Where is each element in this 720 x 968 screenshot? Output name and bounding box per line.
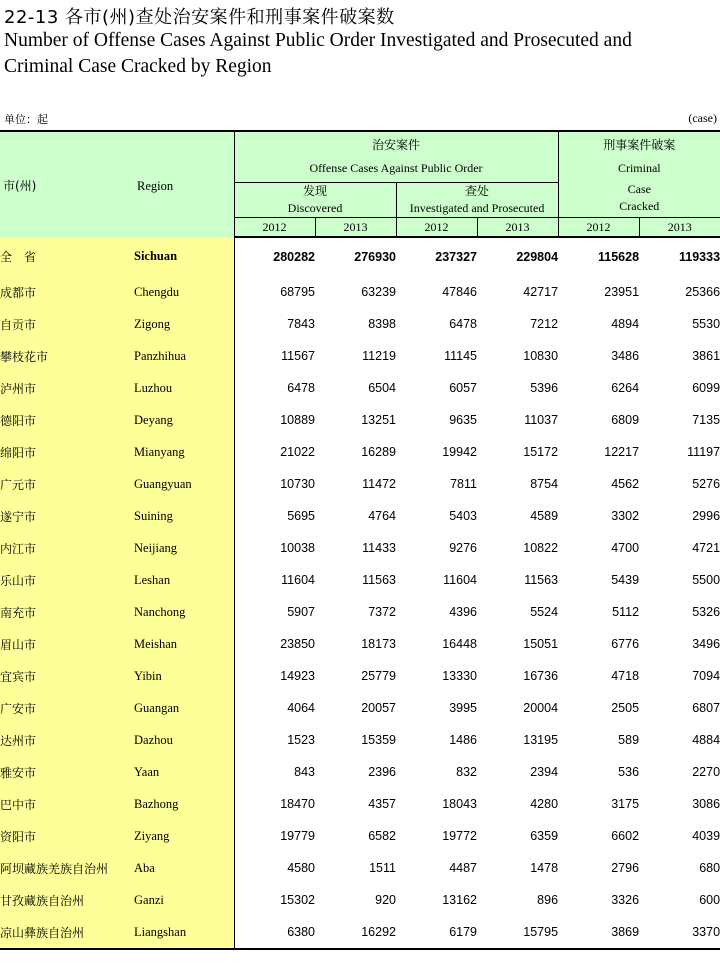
value-cell: 15051 bbox=[523, 637, 559, 651]
table-row bbox=[0, 404, 720, 436]
region-name-en: Guangan bbox=[134, 692, 234, 724]
region-name-en: Mianyang bbox=[134, 436, 234, 468]
value-cell: 4721 bbox=[692, 541, 720, 555]
value-cell: 9276 bbox=[449, 541, 477, 555]
value-cell: 15302 bbox=[280, 893, 315, 907]
value-cell: 18470 bbox=[280, 797, 315, 811]
header-region-en: Region bbox=[137, 178, 174, 193]
value-cell: 11604 bbox=[281, 573, 315, 587]
value-cell: 23850 bbox=[280, 637, 315, 651]
unit-label-english: (case) bbox=[688, 111, 717, 125]
region-name-en: Nanchong bbox=[134, 596, 234, 628]
header-year: 2013 bbox=[477, 218, 558, 238]
value-cell: 6602 bbox=[611, 829, 640, 843]
value-cell: 11567 bbox=[281, 349, 315, 363]
table-row bbox=[0, 788, 720, 820]
value-cell: 11219 bbox=[362, 349, 396, 363]
value-cell: 11145 bbox=[444, 349, 477, 363]
header-discovered-en: Discovered bbox=[287, 201, 343, 215]
value-cell: 536 bbox=[618, 765, 640, 779]
value-cell: 42717 bbox=[523, 285, 559, 299]
statistics-table bbox=[0, 130, 720, 950]
table-row bbox=[0, 500, 720, 532]
value-cell: 25366 bbox=[685, 285, 720, 299]
table-row bbox=[0, 564, 720, 596]
value-cell: 8398 bbox=[368, 317, 396, 331]
value-cell: 6380 bbox=[234, 916, 315, 949]
value-cell: 3086 bbox=[692, 797, 720, 811]
region-name-cn: 眉山市 bbox=[0, 628, 134, 660]
value-cell: 63239 bbox=[361, 285, 396, 299]
value-cell: 25779 bbox=[361, 669, 396, 683]
value-cell: 11604 bbox=[443, 573, 477, 587]
header-investigated-en: Investigated and Prosecuted bbox=[409, 201, 545, 215]
region-name-en: Ziyang bbox=[134, 820, 234, 852]
value-cell: 11472 bbox=[362, 477, 396, 491]
table-row bbox=[0, 468, 720, 500]
value-cell: 3486 bbox=[611, 349, 640, 363]
value-cell: 4718 bbox=[611, 669, 640, 683]
table-row-total bbox=[0, 237, 720, 276]
value-cell: 16289 bbox=[361, 445, 396, 459]
value-cell: 23951 bbox=[604, 285, 640, 299]
value-cell: 5403 bbox=[449, 509, 477, 523]
value-cell: 115628 bbox=[598, 250, 640, 264]
value-cell: 10830 bbox=[523, 349, 559, 363]
header-criminal-en3: Cracked bbox=[619, 199, 660, 213]
value-cell: 4764 bbox=[368, 509, 396, 523]
value-cell: 4700 bbox=[611, 541, 640, 555]
region-name-en: Yibin bbox=[134, 660, 234, 692]
value-cell: 4487 bbox=[449, 861, 477, 875]
value-cell: 11037 bbox=[524, 413, 559, 427]
table-row bbox=[0, 596, 720, 628]
header-year: 2013 bbox=[639, 218, 720, 238]
value-cell: 13195 bbox=[523, 733, 559, 747]
value-cell: 10730 bbox=[280, 477, 315, 491]
region-name-cn: 乐山市 bbox=[0, 564, 134, 596]
value-cell: 3370 bbox=[639, 916, 720, 949]
region-name-cn: 资阳市 bbox=[0, 820, 134, 852]
value-cell: 6099 bbox=[692, 381, 720, 395]
value-cell: 3302 bbox=[611, 509, 640, 523]
region-name-en: Liangshan bbox=[134, 916, 234, 949]
value-cell: 11197 bbox=[687, 445, 720, 459]
value-cell: 276930 bbox=[354, 250, 396, 264]
value-cell: 19779 bbox=[280, 829, 315, 843]
table-row bbox=[0, 308, 720, 340]
value-cell: 15795 bbox=[477, 916, 558, 949]
value-cell: 7372 bbox=[368, 605, 396, 619]
value-cell: 5439 bbox=[611, 573, 640, 587]
value-cell: 5500 bbox=[692, 573, 720, 587]
header-criminal-en2: Case bbox=[627, 182, 651, 196]
value-cell: 119333 bbox=[679, 250, 720, 264]
region-name-cn: 阿坝藏族羌族自治州 bbox=[0, 852, 134, 884]
region-name-en: Meishan bbox=[134, 628, 234, 660]
value-cell: 2796 bbox=[611, 861, 640, 875]
table-row bbox=[0, 276, 720, 308]
value-cell: 1511 bbox=[369, 861, 396, 875]
value-cell: 11563 bbox=[524, 573, 559, 587]
region-name-en: Chengdu bbox=[134, 276, 234, 308]
value-cell: 1486 bbox=[449, 733, 477, 747]
region-name-en: Leshan bbox=[134, 564, 234, 596]
table-row bbox=[0, 628, 720, 660]
table-row bbox=[0, 340, 720, 372]
region-name-cn: 内江市 bbox=[0, 532, 134, 564]
value-cell: 5530 bbox=[692, 317, 720, 331]
value-cell: 680 bbox=[699, 861, 720, 875]
region-name-en: Dazhou bbox=[134, 724, 234, 756]
header-investigated-cn: 查处 bbox=[465, 184, 490, 198]
value-cell: 6057 bbox=[449, 381, 477, 395]
value-cell: 4357 bbox=[368, 797, 396, 811]
region-name-en: Deyang bbox=[134, 404, 234, 436]
value-cell: 10038 bbox=[280, 541, 315, 555]
region-name-cn: 绵阳市 bbox=[0, 436, 134, 468]
region-name-cn: 德阳市 bbox=[0, 404, 134, 436]
value-cell: 6776 bbox=[611, 637, 640, 651]
value-cell: 589 bbox=[618, 733, 640, 747]
value-cell: 6478 bbox=[287, 381, 315, 395]
table-header bbox=[0, 131, 720, 237]
value-cell: 5695 bbox=[287, 509, 315, 523]
region-name-en: Luzhou bbox=[134, 372, 234, 404]
value-cell: 7811 bbox=[450, 477, 477, 491]
table-row bbox=[0, 852, 720, 884]
region-name-cn: 雅安市 bbox=[0, 756, 134, 788]
value-cell: 16736 bbox=[523, 669, 559, 683]
value-cell: 7843 bbox=[287, 317, 315, 331]
table-body bbox=[0, 237, 720, 949]
value-cell: 4589 bbox=[530, 509, 559, 523]
region-name-cn: 泸州市 bbox=[0, 372, 134, 404]
value-cell: 896 bbox=[537, 893, 559, 907]
value-cell: 7135 bbox=[692, 413, 720, 427]
table-title-english-line2: Criminal Case Cracked by Region bbox=[4, 56, 272, 77]
region-name-cn: 凉山彝族自治州 bbox=[0, 916, 134, 949]
value-cell: 6478 bbox=[449, 317, 477, 331]
region-name-cn: 全 省 bbox=[0, 237, 134, 276]
header-city-cn: 市(州) bbox=[3, 179, 37, 193]
value-cell: 2505 bbox=[611, 701, 640, 715]
table-row bbox=[0, 532, 720, 564]
region-name-cn: 自贡市 bbox=[0, 308, 134, 340]
header-criminal-group bbox=[558, 131, 720, 218]
value-cell: 18173 bbox=[361, 637, 396, 651]
region-name-cn: 成都市 bbox=[0, 276, 134, 308]
value-cell: 15359 bbox=[361, 733, 396, 747]
value-cell: 68795 bbox=[280, 285, 315, 299]
value-cell: 7212 bbox=[530, 317, 559, 331]
table-title-chinese: 22-13 各市(州)查处治安案件和刑事案件破案数 bbox=[4, 7, 395, 28]
table-row bbox=[0, 724, 720, 756]
value-cell: 4894 bbox=[611, 317, 640, 331]
value-cell: 13162 bbox=[442, 893, 477, 907]
value-cell: 18043 bbox=[442, 797, 477, 811]
value-cell: 6359 bbox=[530, 829, 559, 843]
region-name-en: Bazhong bbox=[134, 788, 234, 820]
header-region-cell bbox=[134, 131, 234, 237]
value-cell: 1478 bbox=[530, 861, 559, 875]
table-row bbox=[0, 436, 720, 468]
value-cell: 2270 bbox=[692, 765, 720, 779]
region-name-en: Zigong bbox=[134, 308, 234, 340]
table-row bbox=[0, 916, 720, 949]
region-name-cn: 宜宾市 bbox=[0, 660, 134, 692]
region-name-cn: 遂宁市 bbox=[0, 500, 134, 532]
header-year: 2012 bbox=[234, 218, 315, 238]
region-name-en: Sichuan bbox=[134, 237, 234, 276]
region-name-en: Yaan bbox=[134, 756, 234, 788]
value-cell: 14923 bbox=[280, 669, 315, 683]
region-name-cn: 巴中市 bbox=[0, 788, 134, 820]
value-cell: 920 bbox=[375, 893, 396, 907]
region-name-cn: 广元市 bbox=[0, 468, 134, 500]
value-cell: 4039 bbox=[692, 829, 720, 843]
value-cell: 843 bbox=[294, 765, 315, 779]
value-cell: 832 bbox=[456, 765, 477, 779]
table-row bbox=[0, 884, 720, 916]
value-cell: 11563 bbox=[362, 573, 396, 587]
header-year: 2013 bbox=[315, 218, 396, 238]
value-cell: 229804 bbox=[516, 250, 559, 264]
value-cell: 1523 bbox=[287, 733, 315, 747]
header-criminal-cn: 刑事案件破案 bbox=[603, 138, 676, 152]
value-cell: 6179 bbox=[396, 916, 477, 949]
value-cell: 5396 bbox=[530, 381, 559, 395]
header-public-order-group bbox=[234, 131, 558, 183]
value-cell: 4280 bbox=[530, 797, 559, 811]
header-discovered-group bbox=[234, 183, 396, 218]
value-cell: 3869 bbox=[558, 916, 639, 949]
value-cell: 4396 bbox=[449, 605, 477, 619]
value-cell: 11433 bbox=[362, 541, 396, 555]
value-cell: 6807 bbox=[692, 701, 720, 715]
value-cell: 600 bbox=[699, 893, 720, 907]
region-name-cn: 达州市 bbox=[0, 724, 134, 756]
value-cell: 4884 bbox=[692, 733, 720, 747]
value-cell: 12217 bbox=[604, 445, 640, 459]
region-name-cn: 南充市 bbox=[0, 596, 134, 628]
header-year: 2012 bbox=[558, 218, 639, 238]
value-cell: 237327 bbox=[435, 250, 477, 264]
value-cell: 280282 bbox=[273, 250, 315, 264]
table-row bbox=[0, 756, 720, 788]
value-cell: 3995 bbox=[449, 701, 477, 715]
value-cell: 2996 bbox=[692, 509, 720, 523]
value-cell: 13330 bbox=[442, 669, 477, 683]
value-cell: 5276 bbox=[692, 477, 720, 491]
value-cell: 10822 bbox=[523, 541, 559, 555]
header-investigated-group bbox=[396, 183, 558, 218]
region-name-cn: 攀枝花市 bbox=[0, 340, 134, 372]
value-cell: 4064 bbox=[287, 701, 315, 715]
value-cell: 19942 bbox=[442, 445, 477, 459]
value-cell: 6582 bbox=[368, 829, 396, 843]
value-cell: 3175 bbox=[611, 797, 640, 811]
region-name-en: Guangyuan bbox=[134, 468, 234, 500]
region-name-en: Aba bbox=[134, 852, 234, 884]
value-cell: 6504 bbox=[368, 381, 396, 395]
region-name-cn: 广安市 bbox=[0, 692, 134, 724]
region-name-en: Panzhihua bbox=[134, 340, 234, 372]
value-cell: 5907 bbox=[287, 605, 315, 619]
value-cell: 10889 bbox=[280, 413, 315, 427]
value-cell: 47846 bbox=[442, 285, 477, 299]
table-row bbox=[0, 660, 720, 692]
region-name-en: Neijiang bbox=[134, 532, 234, 564]
value-cell: 2394 bbox=[530, 765, 559, 779]
value-cell: 20004 bbox=[523, 701, 559, 715]
unit-label-chinese: 单位：起 bbox=[4, 113, 48, 126]
region-name-en: Suining bbox=[134, 500, 234, 532]
value-cell: 5112 bbox=[612, 605, 640, 619]
value-cell: 16448 bbox=[442, 637, 477, 651]
value-cell: 3496 bbox=[692, 637, 720, 651]
header-discovered-cn: 发现 bbox=[302, 184, 327, 198]
value-cell: 5524 bbox=[530, 605, 559, 619]
value-cell: 5326 bbox=[692, 605, 720, 619]
value-cell: 3326 bbox=[611, 893, 640, 907]
header-city-cell bbox=[0, 131, 134, 237]
region-name-en: Ganzi bbox=[134, 884, 234, 916]
header-criminal-en1: Criminal bbox=[617, 161, 661, 175]
value-cell: 6809 bbox=[611, 413, 640, 427]
header-public-order-cn: 治安案件 bbox=[372, 138, 421, 152]
table-row bbox=[0, 692, 720, 724]
value-cell: 19772 bbox=[442, 829, 477, 843]
table-row bbox=[0, 372, 720, 404]
table-title-english-line1: Number of Offense Cases Against Public Order Investigated and Prosecuted and bbox=[4, 30, 632, 51]
region-name-cn: 甘孜藏族自治州 bbox=[0, 884, 134, 916]
value-cell: 9635 bbox=[449, 413, 477, 427]
value-cell: 8754 bbox=[530, 477, 559, 491]
value-cell: 4562 bbox=[611, 477, 640, 491]
header-public-order-en: Offense Cases Against Public Order bbox=[309, 161, 483, 175]
value-cell: 7094 bbox=[692, 669, 720, 683]
value-cell: 13251 bbox=[361, 413, 396, 427]
value-cell: 4580 bbox=[287, 861, 315, 875]
value-cell: 15172 bbox=[523, 445, 559, 459]
value-cell: 3861 bbox=[692, 349, 720, 363]
value-cell: 20057 bbox=[361, 701, 396, 715]
value-cell: 16292 bbox=[315, 916, 396, 949]
value-cell: 6264 bbox=[611, 381, 640, 395]
value-cell: 2396 bbox=[368, 765, 396, 779]
value-cell: 21022 bbox=[280, 445, 315, 459]
table-row bbox=[0, 820, 720, 852]
header-year: 2012 bbox=[396, 218, 477, 238]
